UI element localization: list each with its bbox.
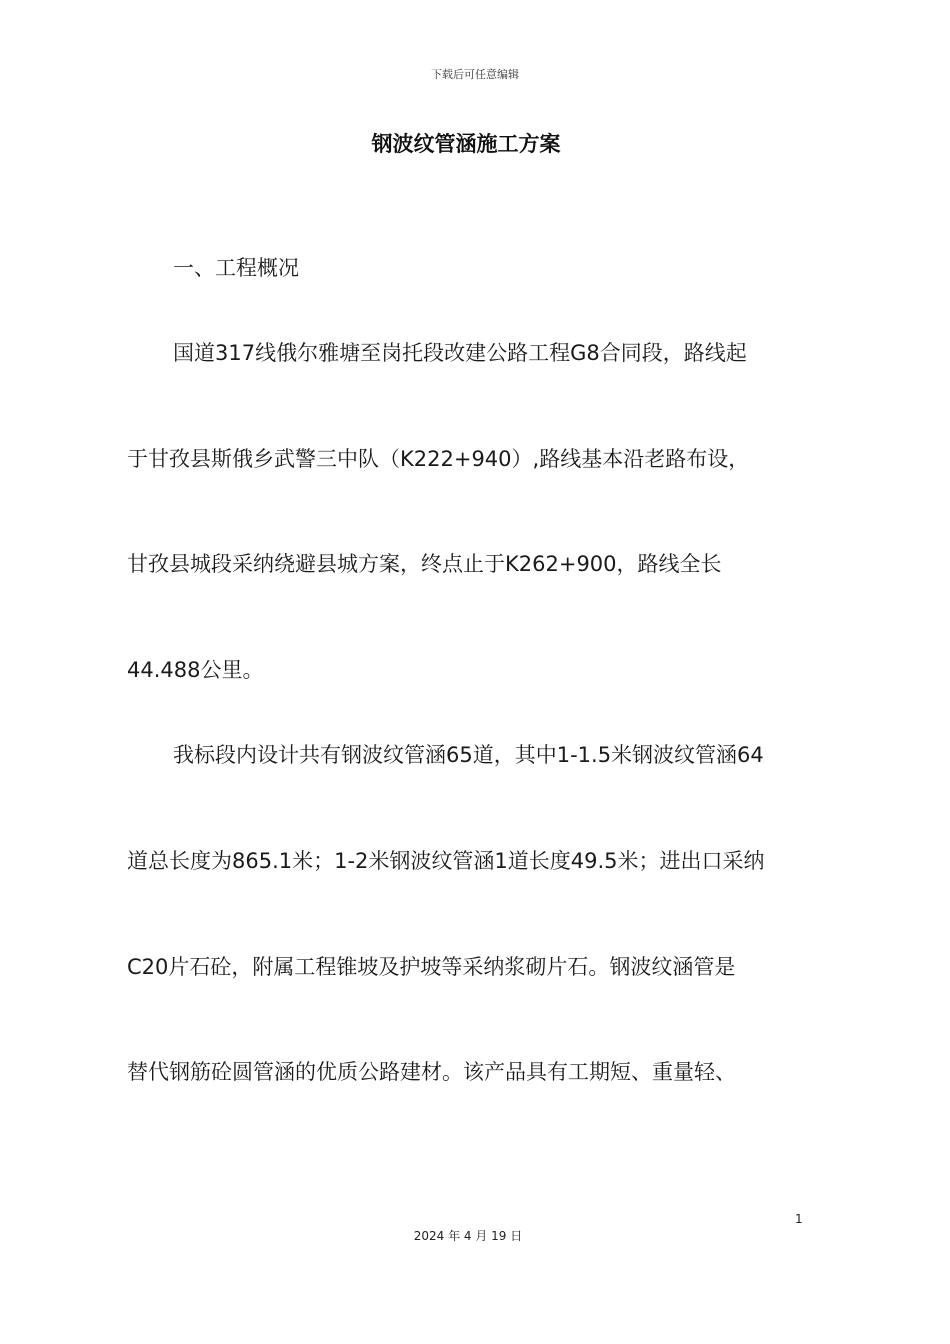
page-number: 1 <box>795 1212 803 1226</box>
paragraph-line: 替代钢筋砼圆管涵的优质公路建材。该产品具有工期短、重量轻、 <box>127 1060 736 1084</box>
paragraph-line: 44.488公里。 <box>127 658 264 682</box>
footer-date: 2024 年 4 月 19 日 <box>413 1229 523 1243</box>
paragraph-line: 国道317线俄尔雅塘至岗托段改建公路工程G8合同段，路线起 <box>173 341 747 365</box>
paragraph-line: 我标段内设计共有钢波纹管涵65道，其中1-1.5米钢波纹管涵64 <box>173 743 764 767</box>
header-note: 下载后可任意编辑 <box>431 68 519 81</box>
paragraph-line: 甘孜县城段采纳绕避县城方案，终点止于K262+900，路线全长 <box>127 552 722 576</box>
paragraph-line: 于甘孜县斯俄乡武警三中队（K222+940）,路线基本沿老路布设， <box>127 447 750 471</box>
paragraph-line: C20片石砼，附属工程锥坡及护坡等采纳浆砌片石。钢波纹涵管是 <box>127 955 736 979</box>
section-heading: 一、工程概况 <box>173 256 299 280</box>
document-title: 钢波纹管涵施工方案 <box>371 132 561 156</box>
paragraph-line: 道总长度为865.1米；1-2米钢波纹管涵1道长度49.5米；进出口采纳 <box>127 849 765 873</box>
